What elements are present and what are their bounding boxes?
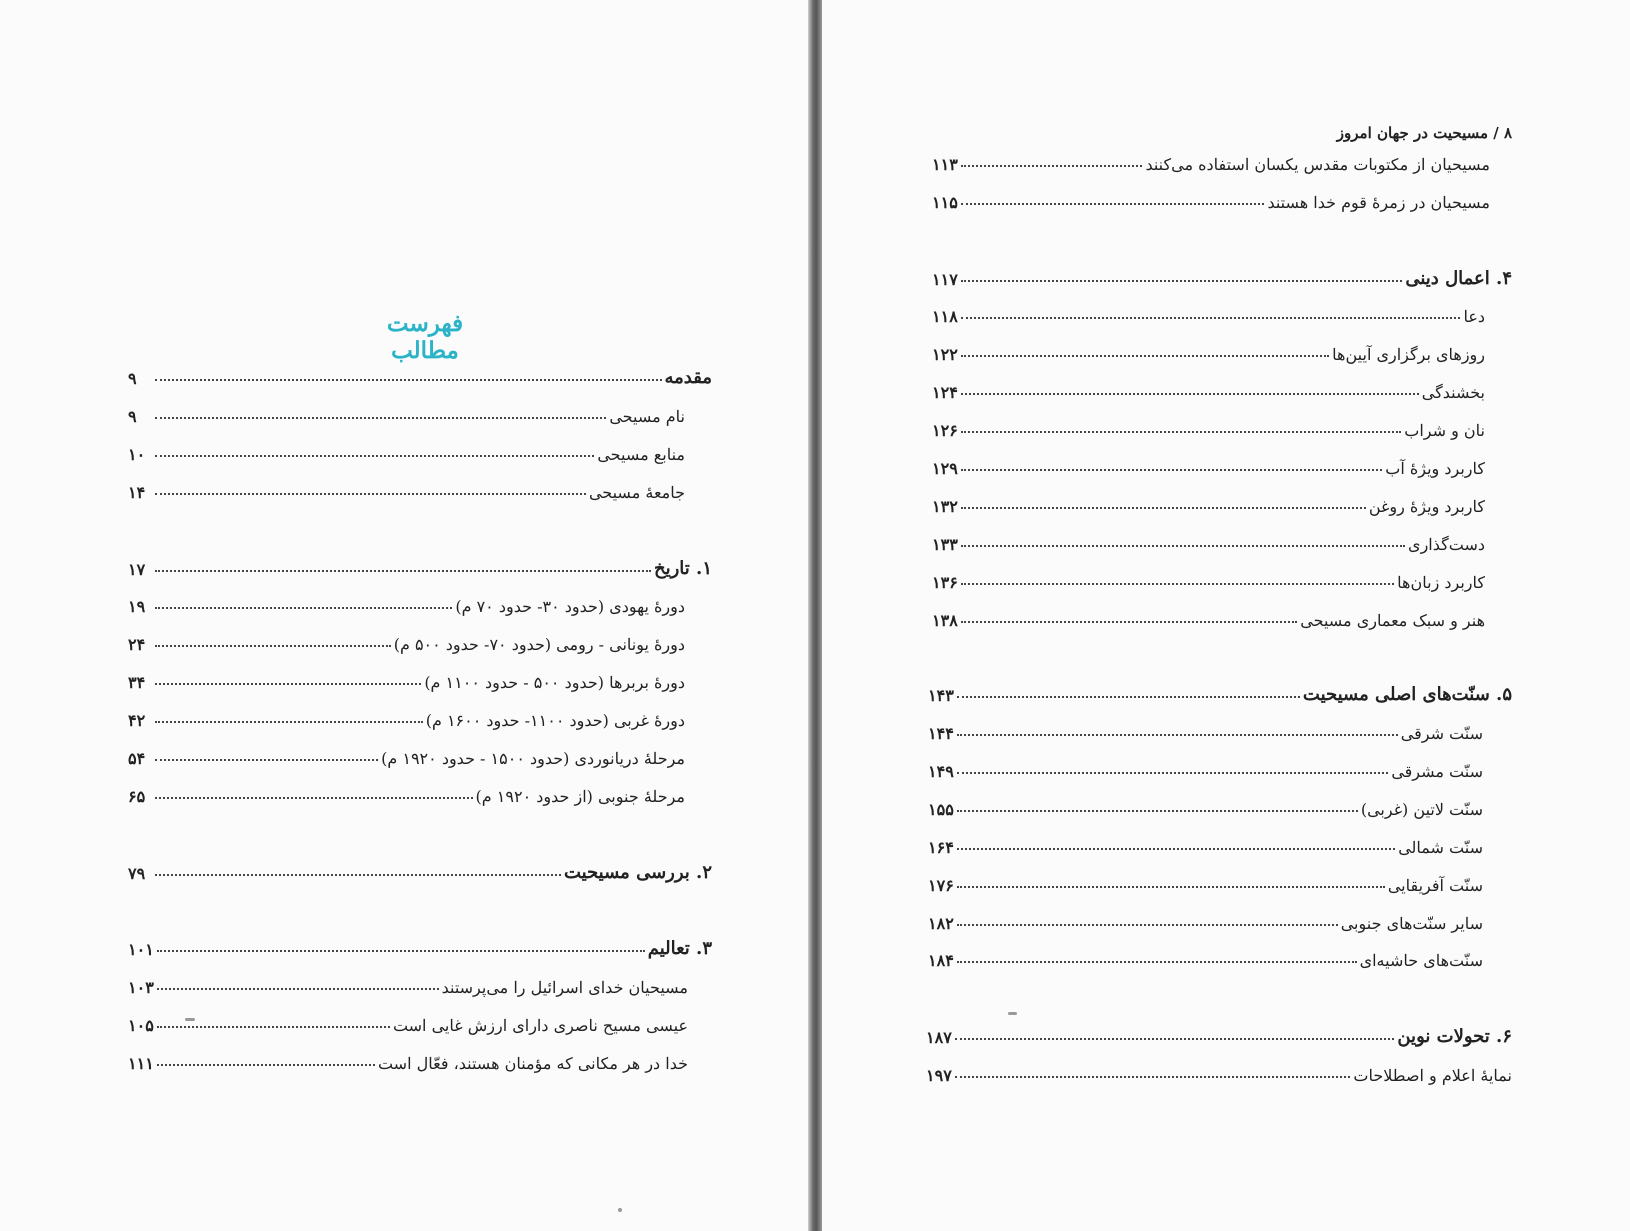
toc-entry <box>128 590 685 616</box>
toc-entry-label: سنّت شرقی <box>1400 724 1483 743</box>
toc-page-number: ۱۴ <box>128 483 146 502</box>
dot-leader <box>155 759 378 761</box>
toc-page-number: ۱۸۴ <box>928 951 954 970</box>
toc-page-number: ۱۰۵ <box>128 1016 154 1035</box>
dot-leader <box>155 570 651 572</box>
dot-leader <box>157 988 439 990</box>
dot-leader <box>961 355 1329 357</box>
toc-entry-label: جامعهٔ مسیحی <box>588 483 685 502</box>
dot-leader <box>957 772 1389 774</box>
toc-entry <box>928 717 1483 743</box>
toc-page-number: ۱۱۸ <box>932 307 958 326</box>
toc-page-number: ۱۸۷ <box>926 1028 952 1047</box>
toc-section-entry <box>926 1021 1512 1047</box>
dot-leader <box>155 645 391 647</box>
toc-page-number: ۱۷۶ <box>928 876 954 895</box>
toc-entry <box>928 755 1483 781</box>
toc-page-number: ۱۴۹ <box>928 762 954 781</box>
dot-leader <box>155 721 423 723</box>
toc-entry-label: مسیحیان از مکتوبات مقدس یکسان استفاده می‌کنند <box>1145 155 1490 174</box>
toc-page-number: ۱۳۳ <box>932 535 958 554</box>
toc-page-number: ۱۴۴ <box>928 724 954 743</box>
toc-page-number: ۱۹ <box>128 597 146 616</box>
toc-entry <box>128 742 685 768</box>
dot-leader <box>957 961 1357 963</box>
toc-page-number: ۱۸۲ <box>928 914 954 933</box>
toc-page-number: ۱۰۳ <box>128 978 154 997</box>
toc-entry-label: ۳. تعالیم <box>647 938 712 959</box>
toc-entry <box>128 400 685 426</box>
dot-leader <box>961 280 1403 282</box>
toc-entry-label: ۲. بررسی مسیحیت <box>563 862 712 883</box>
dot-leader <box>957 924 1338 926</box>
toc-entry <box>928 831 1483 857</box>
toc-entry-label: سنّت‌های حاشیه‌ای <box>1359 951 1483 970</box>
toc-entry-label: ۴. اعمال دینی <box>1405 268 1512 289</box>
dot-leader <box>961 165 1143 167</box>
toc-section-entry <box>928 679 1512 705</box>
dot-leader <box>955 1076 1351 1078</box>
dot-leader <box>961 431 1402 433</box>
toc-entry <box>932 490 1485 516</box>
dot-leader <box>157 1064 375 1066</box>
dot-leader <box>957 810 1358 812</box>
toc-entry-label: ۱. تاریخ <box>653 558 712 579</box>
toc-entry <box>932 604 1485 630</box>
toc-entry <box>932 148 1490 174</box>
dot-leader <box>155 797 473 799</box>
dot-leader <box>955 1038 1395 1040</box>
toc-entry <box>932 452 1485 478</box>
toc-entry <box>928 869 1483 895</box>
toc-section-entry <box>128 553 712 579</box>
toc-page-number: ۱۰ <box>128 445 146 464</box>
toc-entry-label: دست‌گذاری <box>1408 535 1485 554</box>
dot-leader <box>961 545 1405 547</box>
toc-page-number: ۹ <box>128 407 137 426</box>
toc-entry <box>128 971 688 997</box>
scan-speck <box>1008 1012 1017 1015</box>
dot-leader <box>155 683 421 685</box>
dot-leader <box>157 1026 390 1028</box>
toc-entry-label: خدا در هر مکانی که مؤمنان هستند، فعّال است <box>377 1054 688 1073</box>
book-spine <box>808 0 822 1231</box>
toc-entry <box>128 780 685 806</box>
toc-section-entry <box>128 362 712 388</box>
toc-entry-label: عیسی مسیح ناصری دارای ارزش غایی است <box>392 1016 688 1035</box>
toc-entry-label: نان و شراب <box>1404 421 1485 440</box>
dot-leader <box>957 734 1398 736</box>
toc-entry <box>932 300 1485 326</box>
dot-leader <box>957 886 1385 888</box>
dot-leader <box>961 469 1383 471</box>
toc-entry-label: بخشندگی <box>1421 383 1485 402</box>
toc-entry-label: کاربرد ویژهٔ روغن <box>1368 497 1485 516</box>
toc-entry <box>928 944 1483 970</box>
toc-entry-label: سایر سنّت‌های جنوبی <box>1340 914 1483 933</box>
toc-entry-label: منابع مسیحی <box>597 445 685 464</box>
toc-entry-label: ۵. سنّت‌های اصلی مسیحیت <box>1302 684 1512 705</box>
toc-page-number: ۱۲۲ <box>932 345 958 364</box>
toc-entry-label: دورهٔ غربی (حدود ۱۱۰۰- حدود ۱۶۰۰ م) <box>425 711 685 730</box>
toc-entry <box>926 1059 1512 1085</box>
toc-page-number: ۱۷ <box>128 560 146 579</box>
dot-leader <box>961 507 1366 509</box>
dot-leader <box>155 417 606 419</box>
toc-page-number: ۴۲ <box>128 711 146 730</box>
toc-page-number: ۱۶۴ <box>928 838 954 857</box>
toc-section-entry <box>128 857 712 883</box>
toc-entry-label: روزهای برگزاری آیین‌ها <box>1332 345 1485 364</box>
toc-entry-label: مرحلهٔ جنوبی (از حدود ۱۹۲۰ م) <box>475 787 685 806</box>
toc-entry <box>932 186 1490 212</box>
toc-page-number: ۱۱۳ <box>932 155 958 174</box>
dot-leader <box>155 493 586 495</box>
toc-page-number: ۱۲۹ <box>932 459 958 478</box>
toc-page-number: ۱۱۱ <box>128 1054 154 1073</box>
toc-entry-label: سنّت مشرقی <box>1391 762 1483 781</box>
toc-entry-label: نام مسیحی <box>609 407 685 426</box>
toc-entry-label: سنّت شمالی <box>1398 838 1483 857</box>
dot-leader <box>155 874 561 876</box>
toc-entry <box>928 907 1483 933</box>
toc-page-number: ۳۴ <box>128 673 146 692</box>
dot-leader <box>961 621 1298 623</box>
dot-leader <box>155 455 594 457</box>
toc-entry <box>128 666 685 692</box>
dot-leader <box>961 393 1419 395</box>
dot-leader <box>957 696 1300 698</box>
toc-entry-label: مقدمه <box>664 367 712 388</box>
toc-entry <box>932 566 1485 592</box>
dot-leader <box>961 317 1461 319</box>
toc-entry <box>932 528 1485 554</box>
toc-entry-label: دورهٔ بربرها (حدود ۵۰۰ - حدود ۱۱۰۰ م) <box>424 673 685 692</box>
toc-entry-label: دورهٔ یهودی (حدود ۳۰- حدود ۷۰ م) <box>455 597 685 616</box>
toc-entry-label: دورهٔ یونانی - رومی (حدود ۷۰- حدود ۵۰۰ م) <box>393 635 685 654</box>
toc-section-entry <box>932 263 1512 289</box>
dot-leader <box>155 379 662 381</box>
toc-entry <box>928 793 1483 819</box>
toc-page-number: ۱۳۸ <box>932 611 958 630</box>
toc-page-number: ۱۱۷ <box>932 270 958 289</box>
dot-leader <box>155 607 452 609</box>
toc-section-entry <box>128 933 712 959</box>
dot-leader <box>157 950 645 952</box>
toc-entry-label: سنّت آفریقایی <box>1387 876 1483 895</box>
toc-entry <box>128 1047 688 1073</box>
toc-page-number: ۱۲۴ <box>932 383 958 402</box>
scan-speck <box>185 1018 195 1021</box>
dot-leader <box>961 203 1265 205</box>
toc-entry-label: مرحلهٔ دریانوردی (حدود ۱۵۰۰ - حدود ۱۹۲۰ م) <box>381 749 685 768</box>
toc-entry <box>128 704 685 730</box>
toc-page-number: ۹ <box>128 369 137 388</box>
toc-page-number: ۱۹۷ <box>926 1066 952 1085</box>
toc-entry-label: نمایهٔ اعلام و اصطلاحات <box>1353 1066 1512 1085</box>
toc-page-number: ۱۱۵ <box>932 193 958 212</box>
toc-page-number: ۲۴ <box>128 635 146 654</box>
scan-speck <box>618 1208 622 1212</box>
toc-entry-label: هنر و سبک معماری مسیحی <box>1300 611 1485 630</box>
toc-page-number: ۱۳۲ <box>932 497 958 516</box>
toc-entry-label: سنّت لاتین (غربی) <box>1360 800 1483 819</box>
running-head: ۸ / مسیحیت در جهان امروز <box>1336 124 1512 142</box>
toc-page-number: ۷۹ <box>128 864 146 883</box>
dot-leader <box>961 583 1394 585</box>
toc-entry-label: مسیحیان در زمرهٔ قوم خدا هستند <box>1267 193 1490 212</box>
toc-entry-label: دعا <box>1463 307 1485 326</box>
toc-entry <box>932 376 1485 402</box>
toc-page-number: ۱۰۱ <box>128 940 154 959</box>
toc-page-number: ۱۵۵ <box>928 800 954 819</box>
toc-entry <box>128 476 685 502</box>
toc-entry-label: کاربرد زبان‌ها <box>1397 573 1485 592</box>
toc-entry-label: مسیحیان خدای اسرائیل را می‌پرستند <box>441 978 688 997</box>
toc-page-number: ۱۳۶ <box>932 573 958 592</box>
toc-entry-label: کاربرد ویژهٔ آب <box>1385 459 1485 478</box>
toc-page-number: ۱۴۳ <box>928 686 954 705</box>
toc-entry <box>128 438 685 464</box>
toc-entry <box>932 414 1485 440</box>
toc-entry <box>932 338 1485 364</box>
toc-page-number: ۱۲۶ <box>932 421 958 440</box>
toc-entry-label: ۶. تحولات نوین <box>1397 1026 1512 1047</box>
toc-page-number: ۶۵ <box>128 787 146 806</box>
toc-entry <box>128 1009 688 1035</box>
toc-heading: فهرست مطالب <box>386 310 464 364</box>
toc-entry <box>128 628 685 654</box>
dot-leader <box>957 848 1395 850</box>
toc-page-number: ۵۴ <box>128 749 146 768</box>
